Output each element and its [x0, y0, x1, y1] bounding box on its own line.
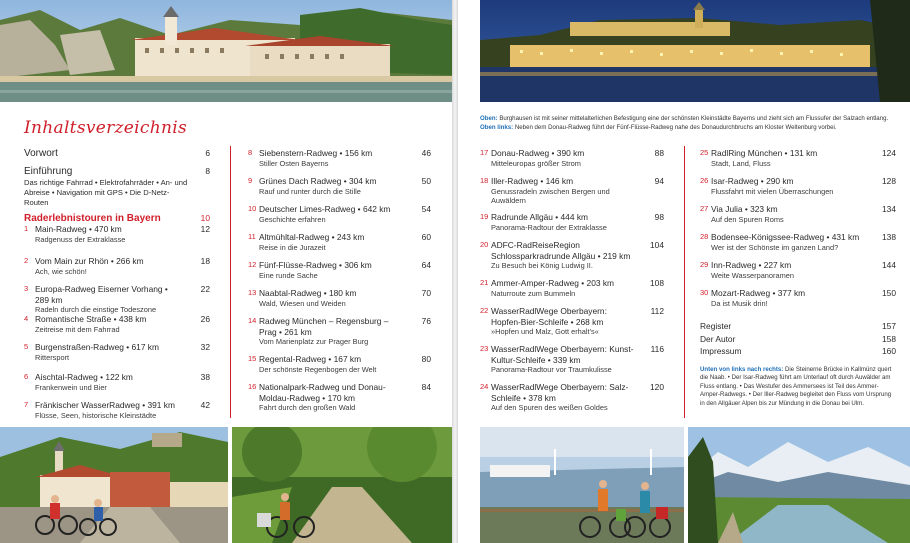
entry-subtitle: Rauf und runter durch die Stille	[259, 186, 361, 196]
entry-page: 112	[650, 306, 664, 316]
entry-subtitle: Naturroute zum Bummeln	[491, 288, 576, 298]
entry-name: Fünf-Flüsse-Radweg • 306 km	[259, 260, 372, 270]
entry-page: 26	[200, 314, 210, 324]
entry-page: 22	[200, 284, 210, 294]
entry-number: 20	[480, 240, 489, 249]
toc-entry-14[interactable]	[248, 316, 431, 354]
caption-text-top: Burghausen ist mit seiner mittelalterlichen Befestigung eine der schönsten Kleinstädte Bayerns und zieht sich am Flussufer der Salzach entlang.	[499, 115, 889, 122]
entry-number: 27	[700, 204, 709, 213]
entry-page: 76	[421, 316, 431, 326]
entry-subtitle: Fahrt durch den großen Wald	[259, 403, 356, 413]
toc-entry-1[interactable]	[24, 224, 210, 256]
section-name: Einführung	[24, 166, 73, 177]
entry-number: 21	[480, 278, 489, 287]
entry-subtitle: Rittersport	[35, 352, 70, 362]
entry-name: Register	[700, 321, 732, 331]
entry-subtitle: Wald, Wiesen und Weiden	[259, 298, 346, 308]
toc-column-4	[700, 148, 896, 408]
entry-number: 7	[24, 400, 29, 409]
entry-number: 24	[480, 382, 489, 391]
entry-page: 32	[200, 342, 210, 352]
photo-kloster-weltenburg	[0, 0, 452, 102]
entry-subtitle: Auf den Spuren des weißen Goldes	[491, 403, 608, 413]
entry-subtitle: Wer ist der Schönste im ganzen Land?	[711, 242, 839, 252]
section-description: Das richtige Fahrrad • Elektrofahrräder • An- und Abreise • Navigation mit GPS • Die D-Netz-Routen	[24, 178, 188, 207]
left-page	[0, 0, 452, 543]
entry-subtitle: Weite Wasserpanoramen	[711, 270, 794, 280]
entry-page: 160	[882, 346, 896, 356]
entry-page: 157	[882, 321, 896, 331]
toc-entry-17[interactable]	[480, 148, 664, 176]
entry-name: Vom Main zur Rhön • 266 km	[35, 256, 144, 266]
toc-entry-16[interactable]	[248, 382, 431, 418]
entry-name: Impressum	[700, 346, 742, 356]
toc-entry-4[interactable]	[24, 314, 210, 342]
entry-name: WasserRadlWege Oberbayern: Kunst-Kultur-Schleife • 339 km	[491, 344, 634, 365]
caption-text-bottom: Die Steinerne Brücke in Kallmünz quert die Naab. • Der Isar-Radweg führt am Unterlauf oft durch Auwälder am Fluss entlang. • Das Westufer des Ammersees ist Teil des Ammer-Amper-Radwegs. • Der Iller-Radweg begleitet den Fluss vom Ursprung in den Allgäuer Alpen bis zur Mündung in die Donau bei Ulm.	[700, 365, 892, 407]
entry-page: 70	[421, 288, 431, 298]
entry-subtitle: Ach, wie schön!	[35, 266, 87, 276]
toc-entry-autor[interactable]	[700, 333, 896, 346]
entry-subtitle: Radgenuss der Extraklasse	[35, 234, 126, 244]
entry-page: 80	[421, 354, 431, 364]
entry-name: Europa-Radweg Eiserner Vorhang • 289 km	[35, 284, 168, 305]
entry-page: 54	[421, 204, 431, 214]
toc-entry-29[interactable]	[700, 260, 896, 288]
toc-entry-30[interactable]	[700, 288, 896, 316]
photo-isar-auwald	[232, 427, 452, 543]
entry-number: 29	[700, 260, 709, 269]
entry-page: 104	[650, 240, 664, 250]
entry-subtitle: Der schönste Regenbogen der Welt	[259, 364, 377, 374]
entry-name: WasserRadlWege Oberbayern: Salz-Schleife • 378 km	[491, 382, 629, 403]
caption-text-top-left: Neben dem Donau-Radweg führt der Fünf-Flüsse-Radweg nahe des Donaudurchbruchs am Kloster Weltenburg vorbei.	[514, 123, 837, 131]
toc-entry-3[interactable]	[24, 284, 210, 314]
entry-page: 134	[882, 204, 896, 214]
entry-number: 26	[700, 176, 709, 185]
entry-page: 88	[654, 148, 664, 158]
toc-entry-12[interactable]	[248, 260, 431, 288]
entry-subtitle: Genussradeln zwischen Bergen und Auwäldern	[491, 186, 610, 205]
photo-kallmuenz-bridge	[0, 427, 228, 543]
toc-entry-27[interactable]	[700, 204, 896, 232]
entry-name: Aischtal-Radweg • 122 km	[35, 372, 133, 382]
entry-page: 60	[421, 232, 431, 242]
toc-entry-24[interactable]	[480, 382, 664, 418]
entry-name: Altmühltal-Radweg • 243 km	[259, 232, 365, 242]
entry-name: Fränkischer WasserRadweg • 391 km	[35, 400, 175, 410]
entry-page: 64	[421, 260, 431, 270]
entry-subtitle: Zeitreise mit dem Fahrrad	[35, 324, 120, 334]
entry-subtitle: Zu Besuch bei König Ludwig II.	[491, 261, 593, 271]
entry-name: Inn-Radweg • 227 km	[711, 260, 792, 270]
entry-subtitle: Reise in die Jurazeit	[259, 242, 326, 252]
section-name: Vorwort	[24, 148, 58, 159]
entry-name: RadlRing München • 131 km	[711, 148, 818, 158]
toc-entry-13[interactable]	[248, 288, 431, 316]
entry-name: Iller-Radweg • 146 km	[491, 176, 574, 186]
toc-column-2	[248, 148, 431, 418]
entry-number: 8	[248, 148, 253, 157]
entry-name: Deutscher Limes-Radweg • 642 km	[259, 204, 391, 214]
entry-subtitle: Flussfahrt mit vielen Überraschungen	[711, 186, 834, 196]
entry-name: Nationalpark-Radweg und Donau-Moldau-Radweg • 170 km	[259, 382, 386, 403]
entry-number: 15	[248, 354, 257, 363]
entry-subtitle: Stiller Osten Bayerns	[259, 158, 329, 168]
entry-name: Bodensee-Königssee-Radweg • 431 km	[711, 232, 860, 242]
entry-number: 4	[24, 314, 29, 323]
caption-top	[480, 115, 910, 132]
entry-name: Mozart-Radweg • 377 km	[711, 288, 806, 298]
entry-subtitle: Stadt, Land, Fluss	[711, 158, 771, 168]
entry-page: 138	[882, 232, 896, 242]
entry-page: 46	[421, 148, 431, 158]
entry-name: Isar-Radweg • 290 km	[711, 176, 794, 186]
entry-name: Regental-Radweg • 167 km	[259, 354, 362, 364]
entry-name: Donau-Radweg • 390 km	[491, 148, 585, 158]
column-divider	[230, 146, 231, 418]
entry-page: 120	[650, 382, 664, 392]
toc-entry-23[interactable]	[480, 344, 664, 382]
entry-name: Radrunde Allgäu • 444 km	[491, 212, 588, 222]
entry-page: 150	[882, 288, 896, 298]
entry-subtitle: Vom Marienplatz zur Prager Burg	[259, 337, 369, 347]
entry-name: Der Autor	[700, 333, 736, 344]
toc-entry-19[interactable]	[480, 212, 664, 240]
toc-column-3	[480, 148, 664, 418]
entry-number: 14	[248, 316, 257, 325]
entry-subtitle: Flüsse, Seen, historische Kleinstädte	[35, 410, 157, 420]
caption-bottom	[700, 366, 896, 409]
section-name: Raderlebnistouren in Bayern	[24, 213, 161, 224]
entry-page: 98	[654, 212, 664, 222]
entry-page: 144	[882, 260, 896, 270]
entry-number: 5	[24, 342, 29, 351]
toc-entry-22[interactable]	[480, 306, 664, 344]
toc-entry-7[interactable]	[24, 400, 210, 428]
toc-entry-18[interactable]	[480, 176, 664, 212]
entry-name: WasserRadlWege Oberbayern: Hopfen-Bier-Schleife • 268 km	[491, 306, 607, 327]
entry-page: 12	[200, 224, 210, 234]
entry-number: 10	[248, 204, 257, 213]
entry-number: 1	[24, 224, 29, 233]
entry-page: 94	[654, 176, 664, 186]
toc-entry-10[interactable]	[248, 204, 431, 232]
entry-number: 28	[700, 232, 709, 241]
entry-subtitle: Geschichte erfahren	[259, 214, 326, 224]
section-page: 8	[205, 166, 210, 176]
toc-entry-impressum[interactable]	[700, 345, 896, 358]
toc-entry-28[interactable]	[700, 232, 896, 260]
entry-name: Ammer-Amper-Radweg • 203 km	[491, 278, 615, 288]
section-page: 10	[200, 213, 210, 223]
entry-number: 11	[248, 232, 256, 241]
entry-name: Burgenstraßen-Radweg • 617 km	[35, 342, 159, 352]
entry-name: Radweg München – Regensburg – Prag • 261 km	[259, 316, 389, 337]
entry-number: 13	[248, 288, 257, 297]
entry-number: 16	[248, 382, 257, 391]
photo-burghausen-night	[480, 0, 910, 102]
entry-number: 18	[480, 176, 489, 185]
entry-number: 12	[248, 260, 257, 269]
entry-page: 50	[421, 176, 431, 186]
entry-subtitle: Panorama-Radtour der Extraklasse	[491, 222, 607, 232]
caption-label-top: Oben:	[480, 115, 498, 122]
toc-entry-25[interactable]	[700, 148, 896, 176]
entry-name: Siebenstern-Radweg • 156 km	[259, 148, 373, 158]
entry-page: 124	[882, 148, 896, 158]
photo-iller-alpen	[688, 427, 910, 543]
entry-name: ADFC-RadReiseRegion Schlossparkradrunde Allgäu • 219 km	[491, 240, 631, 261]
entry-page: 128	[882, 176, 896, 186]
entry-name: Via Julia • 323 km	[711, 204, 778, 214]
entry-subtitle: Radeln durch die einstige Todeszone	[35, 305, 157, 315]
toc-entry-6[interactable]	[24, 372, 210, 400]
toc-entry-8[interactable]	[248, 148, 431, 176]
toc-entry-2[interactable]	[24, 256, 210, 284]
entry-subtitle: Eine runde Sache	[259, 270, 318, 280]
column-divider	[684, 146, 685, 418]
toc-section-einfuehrung[interactable]	[24, 166, 210, 208]
entry-number: 9	[248, 176, 253, 185]
toc-entry-9[interactable]	[248, 176, 431, 204]
entry-number: 23	[480, 344, 489, 353]
toc-column-1	[24, 224, 210, 428]
entry-page: 18	[200, 256, 210, 266]
toc-entry-11[interactable]	[248, 232, 431, 260]
entry-number: 3	[24, 284, 29, 293]
entry-subtitle: Panorama-Radtour vor Traumkulisse	[491, 365, 612, 375]
entry-number: 2	[24, 256, 29, 265]
right-page	[458, 0, 910, 543]
entry-number: 25	[700, 148, 709, 157]
section-page: 6	[205, 148, 210, 158]
entry-name: Naabtal-Radweg • 180 km	[259, 288, 357, 298]
entry-subtitle: Auf den Spuren Roms	[711, 214, 784, 224]
photo-ammersee	[480, 427, 684, 543]
entry-name: Main-Radweg • 470 km	[35, 224, 122, 234]
toc-entry-register[interactable]	[700, 320, 896, 333]
entry-name: Romantische Straße • 438 km	[35, 314, 147, 324]
entry-number: 6	[24, 372, 29, 381]
entry-number: 30	[700, 288, 709, 297]
entry-subtitle: Mitteleuropas größer Strom	[491, 158, 581, 168]
entry-page: 158	[882, 333, 896, 344]
entry-subtitle: Frankenwein und Bier	[35, 382, 107, 392]
toc-entry-21[interactable]	[480, 278, 664, 306]
caption-label-top-left: Oben links:	[480, 123, 514, 131]
entry-number: 19	[480, 212, 489, 221]
page-title: Inhaltsverzeichnis	[24, 118, 187, 138]
toc-entry-15[interactable]	[248, 354, 431, 382]
toc-entry-26[interactable]	[700, 176, 896, 204]
toc-entry-20[interactable]	[480, 240, 664, 278]
toc-column-intro	[24, 148, 210, 225]
caption-label-bottom: Unten von links nach rechts:	[700, 365, 784, 373]
entry-page: 38	[200, 372, 210, 382]
entry-subtitle: »Hopfen und Malz, Gott erhalt's«	[491, 327, 599, 337]
entry-number: 17	[480, 148, 489, 157]
entry-subtitle: Da ist Musik drin!	[711, 298, 768, 308]
entry-name: Grünes Dach Radweg • 304 km	[259, 176, 377, 186]
toc-section-vorwort[interactable]	[24, 148, 210, 160]
entry-page: 84	[421, 382, 431, 392]
entry-page: 42	[200, 400, 210, 410]
entry-number: 22	[480, 306, 489, 315]
toc-entry-5[interactable]	[24, 342, 210, 372]
entry-page: 108	[650, 278, 664, 288]
entry-page: 116	[650, 344, 664, 354]
